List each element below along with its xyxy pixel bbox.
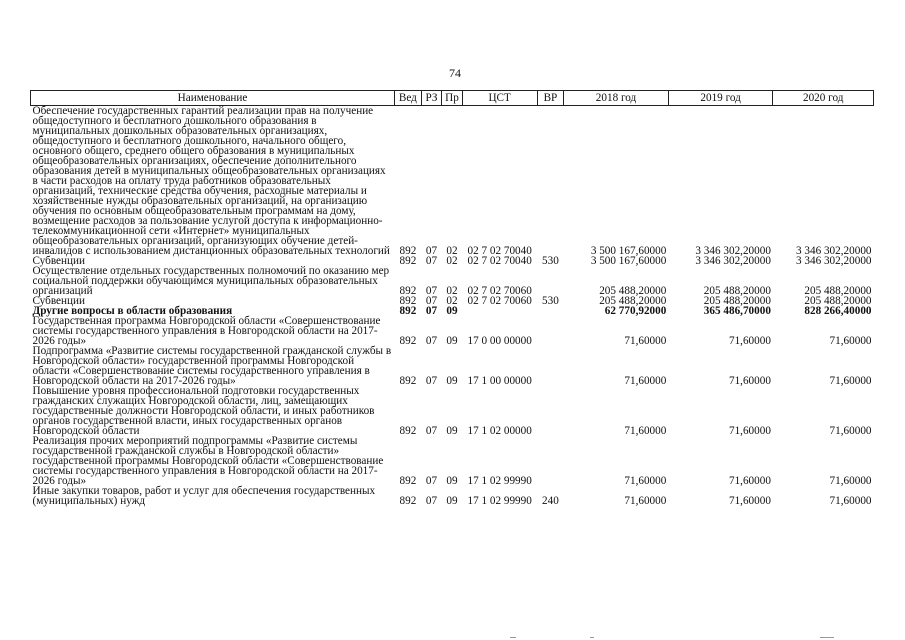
row-2020: 71,60000 xyxy=(829,425,872,437)
header-pr: Пр xyxy=(442,91,463,106)
row-pr: 09 xyxy=(446,495,458,507)
row-name: Субвенции xyxy=(32,295,85,307)
row-pr: 09 xyxy=(446,305,458,317)
row-ved: 892 xyxy=(399,335,417,347)
row-2019: 205 488,20000 xyxy=(703,285,771,297)
header-rz: РЗ xyxy=(421,91,442,106)
row-rz: 07 xyxy=(425,285,438,297)
row-rz: 07 xyxy=(425,255,438,267)
row-pr: 02 xyxy=(446,285,458,297)
row-vr: 240 xyxy=(542,495,559,507)
table-row xyxy=(31,486,874,506)
row-cst: 02 7 02 70060 xyxy=(467,285,532,297)
row-cst: 17 1 02 99990 xyxy=(467,495,532,507)
row-rz: 07 xyxy=(425,425,438,437)
row-rz: 07 xyxy=(425,295,438,307)
table-row xyxy=(31,436,874,486)
row-ved: 892 xyxy=(399,295,417,307)
row-vr xyxy=(537,316,564,346)
row-2019: 205 488,20000 xyxy=(703,295,771,307)
row-name: Обеспечение государственных гарантий реализации прав на получение общедоступного и бесплатного дошкольного образования в муниципальных дошкольных образовательных организациях, общедоступного и бесплатного дошкольного, начального общего, основного общего, среднего общего образования в муниципальных общеобразовательных организациях, обеспечение дополнительного образования детей в муниципальных общеобразовательных организациях в части расходов на оплату труда работников образовательных организаций, технические средства обучения, расходные материалы и хозяйственные нужды образовательных организаций, на организацию обучения по основным общеобразовательным программам на дому, возмещение расходов за пользование услугой доступа к информационно-телекоммуникационной сети «Интернет» муниципальных общеобразовательных организаций, организующих обучение детей-инвалидов с использованием дистанционных образовательных технологий xyxy=(32,105,390,257)
row-ved: 892 xyxy=(399,255,417,267)
row-pr: 09 xyxy=(446,335,458,347)
row-cst xyxy=(462,306,537,316)
row-cst: 17 1 00 00000 xyxy=(467,375,532,387)
row-2018: 205 488,20000 xyxy=(599,295,667,307)
row-vr xyxy=(537,436,564,486)
row-rz: 07 xyxy=(425,305,438,317)
row-cst: 17 1 02 00000 xyxy=(467,425,532,437)
header-2019: 2019 год xyxy=(668,91,773,106)
row-2019: 71,60000 xyxy=(728,335,771,347)
row-2020: 3 346 302,20000 xyxy=(795,255,872,267)
page-number: 74 xyxy=(449,66,461,80)
row-2020: 3 346 302,20000 xyxy=(795,245,872,257)
row-name: Другие вопросы в области образования xyxy=(32,305,233,317)
row-name: Реализация прочих мероприятий подпрограммы «Развитие системы государственной гражданской службы в Новгородской области» государственной программы Новгородской области «Совершенствование системы государственного управления в Новгородской области на 2017-2026 годы» xyxy=(32,435,384,487)
row-cst: 17 0 00 00000 xyxy=(467,335,532,347)
row-pr: 09 xyxy=(446,375,458,387)
header-ved: Вед xyxy=(395,91,422,106)
row-pr: 02 xyxy=(446,245,458,257)
row-name: Иные закупки товаров, работ и услуг для обеспечения государственных (муниципальных) нужд xyxy=(32,485,376,507)
row-rz: 07 xyxy=(425,245,438,257)
row-ved: 892 xyxy=(399,305,417,317)
row-vr: 530 xyxy=(542,255,559,267)
row-vr xyxy=(537,386,564,436)
row-ved: 892 xyxy=(399,375,417,387)
row-2020: 71,60000 xyxy=(829,495,872,507)
row-2019: 71,60000 xyxy=(728,495,771,507)
row-2018: 71,60000 xyxy=(624,335,667,347)
header-2020: 2020 год xyxy=(773,91,874,106)
row-rz: 07 xyxy=(425,335,438,347)
table-body xyxy=(31,106,874,507)
row-2018: 205 488,20000 xyxy=(599,285,667,297)
row-vr xyxy=(537,106,564,257)
table-row xyxy=(31,346,874,386)
row-vr xyxy=(537,266,564,296)
row-2019: 71,60000 xyxy=(728,425,771,437)
row-2018: 3 500 167,60000 xyxy=(590,245,667,257)
row-rz: 07 xyxy=(425,475,438,487)
row-cst: 17 1 02 99990 xyxy=(467,475,532,487)
row-name: Подпрограмма «Развитие системы государственной гражданской службы в Новгородской области» государственной программы Новгородской области «Совершенствование системы государственного управления в Новгородской области на 2017-2026 годы» xyxy=(32,345,392,387)
header-name: Наименование xyxy=(31,91,395,106)
row-cst: 02 7 02 70060 xyxy=(467,295,532,307)
row-name: Повышение уровня профессиональной подготовки государственных гражданских служащих Новгородской области, лиц, замещающих государственные должности Новгородской области, и иных работников органов государственной власти, иных государственных органов Новгородской области xyxy=(32,385,375,437)
row-ved: 892 xyxy=(399,245,417,257)
budget-table xyxy=(30,90,874,506)
row-2018: 71,60000 xyxy=(624,495,667,507)
table-row xyxy=(31,266,874,296)
row-2018: 62 770,92000 xyxy=(604,305,667,317)
row-pr: 02 xyxy=(446,295,458,307)
row-ved: 892 xyxy=(399,285,417,297)
row-rz: 07 xyxy=(425,375,438,387)
row-ved: 892 xyxy=(399,495,417,507)
scan-mark xyxy=(820,637,834,638)
table-header-row xyxy=(31,91,874,106)
row-ved: 892 xyxy=(399,475,417,487)
row-pr: 09 xyxy=(446,475,458,487)
row-2019: 71,60000 xyxy=(728,475,771,487)
row-2020: 71,60000 xyxy=(829,375,872,387)
row-name: Субвенции xyxy=(32,255,85,267)
row-rz: 07 xyxy=(425,495,438,507)
scan-mark xyxy=(510,637,516,638)
row-name: Осуществление отдельных государственных полномочий по оказанию мер социальной поддержки обучающимся муниципальных образовательных организаций xyxy=(32,265,390,297)
table-row xyxy=(31,316,874,346)
row-2020: 205 488,20000 xyxy=(804,295,872,307)
row-cst: 02 7 02 70040 xyxy=(467,245,532,257)
row-2018: 71,60000 xyxy=(624,375,667,387)
row-2020: 71,60000 xyxy=(829,475,872,487)
header-2018: 2018 год xyxy=(564,91,669,106)
row-2018: 71,60000 xyxy=(624,425,667,437)
row-vr xyxy=(537,346,564,386)
row-2020: 828 266,40000 xyxy=(804,305,872,317)
row-2019: 365 486,70000 xyxy=(703,305,771,317)
row-2018: 71,60000 xyxy=(624,475,667,487)
row-pr: 09 xyxy=(446,425,458,437)
table-row xyxy=(31,106,874,257)
row-2020: 71,60000 xyxy=(829,335,872,347)
scan-mark xyxy=(590,637,594,638)
row-2019: 71,60000 xyxy=(728,375,771,387)
row-2019: 3 346 302,20000 xyxy=(695,255,771,267)
row-vr: 530 xyxy=(542,295,559,307)
row-pr: 02 xyxy=(446,255,458,267)
row-ved: 892 xyxy=(399,425,417,437)
header-cst: ЦСТ xyxy=(462,91,537,106)
table-row xyxy=(31,386,874,436)
header-vr: ВР xyxy=(537,91,564,106)
row-2020: 205 488,20000 xyxy=(804,285,872,297)
row-2018: 3 500 167,60000 xyxy=(590,255,667,267)
row-cst: 02 7 02 70040 xyxy=(467,255,532,267)
row-vr xyxy=(537,306,564,316)
row-name: Государственная программа Новгородской области «Совершенствование системы государственного управления в Новгородской области на 2017-2026 годы» xyxy=(32,315,381,347)
row-2019: 3 346 302,20000 xyxy=(695,245,771,257)
